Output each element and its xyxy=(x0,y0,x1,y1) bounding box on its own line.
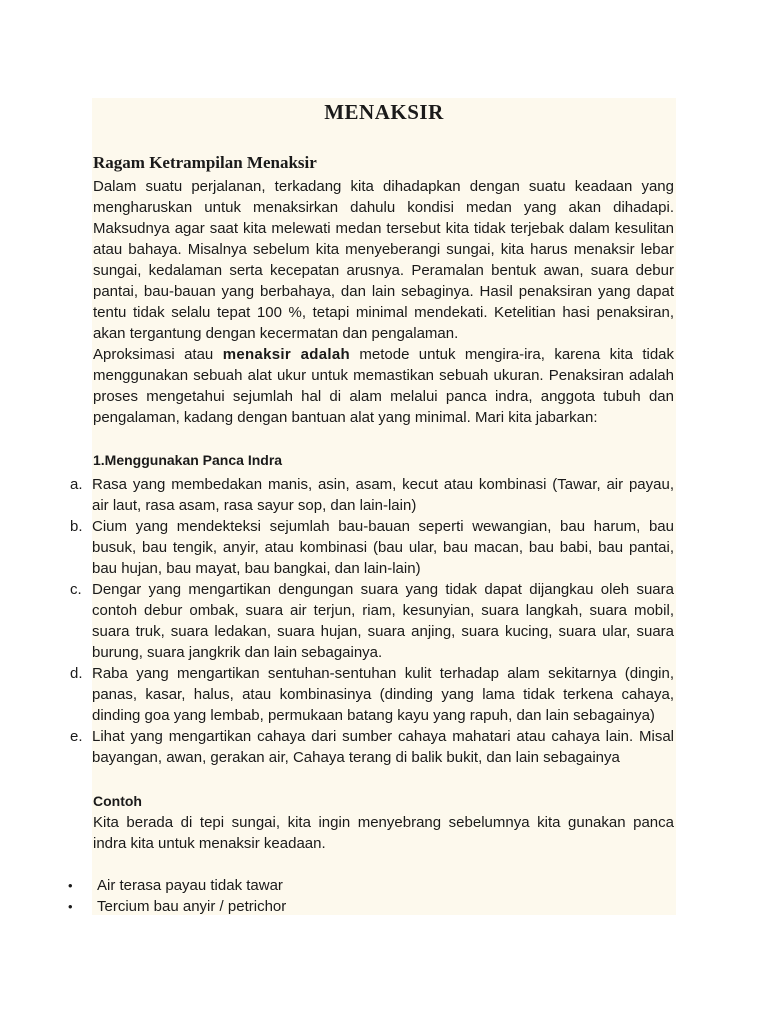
list-item xyxy=(66,875,674,896)
list-item-text: Tercium bau anyir / petrichor xyxy=(97,898,287,915)
list-marker: c. xyxy=(70,581,82,598)
list-marker: b. xyxy=(70,518,83,535)
definition-text-end: metode untuk mengira-ira, karena kita tidak menggunakan sebuah alat ukur untuk memastikan sebuah ukuran. Penaksiran adalah proses mengetahui sejumlah hal di alam melalui panca indra, anggota tubuh dan pengalaman, kadang dengan bantuan alat yang minimal. Mari kita jabarkan: xyxy=(93,346,675,426)
definition-text-start: Aproksimasi atau xyxy=(93,346,223,363)
panca-indra-heading: 1.Menggunakan Panca Indra xyxy=(93,452,283,468)
list-item xyxy=(70,474,674,516)
list-item-text: Lihat yang mengartikan cahaya dari sumber cahaya mahatari atau cahaya lain. Misal bayangan, awan, gerakan air, Cahaya terang di balik bukit, dan lain sebagainya xyxy=(92,728,674,766)
list-item-text: Cium yang mendekteksi sejumlah bau-bauan seperti wewangian, bau harum, bau busuk, bau tengik, anyir, atau kombinasi (bau ular, bau macan, bau babi, bau pantai, bau hujan, bau mayat, bau bangkai, dan lain-lain) xyxy=(92,518,674,577)
list-marker: a. xyxy=(70,476,83,493)
list-item xyxy=(70,516,674,579)
intro-paragraph: Dalam suatu perjalanan, terkadang kita dihadapkan dengan suatu keadaan yang mengharuskan untuk menaksirkan dahulu kondisi medan yang akan dihadapi. Maksudnya agar saat kita melewati medan tersebut kita tidak terjebak dalam kesulitan atau bahaya. Misalnya sebelum kita menyeberangi sungai, kita harus menaksir lebar sungai, kedalaman serta kecepatan arusnya. Peramalan bentuk awan, suara debur pantai, bau-bauan yang berbahaya, dan lain sebaginya. Hasil penaksiran yang dapat tentu tidak selalu tepat 100 %, tetapi minimal mendekati. Ketelitian hasi penaksiran, akan tergantung dengan kecermatan dan pengalaman. xyxy=(93,178,674,342)
list-item xyxy=(70,579,674,663)
bullet-icon: • xyxy=(68,899,73,914)
list-item xyxy=(70,663,674,726)
list-item-text: Dengar yang mengartikan dengungan suara yang tidak dapat dijangkau oleh suara contoh debur ombak, suara air terjun, riam, kesunyian, suara langkah, suara mobil, suara truk, suara ledakan, suara hujan, suara anjing, suara kucing, suara ular, suara burung, suara jangkrik dan lain sebagainya. xyxy=(92,581,674,661)
example-paragraph: Kita berada di tepi sungai, kita ingin menyebrang sebelumnya kita gunakan panca indra kita untuk menaksir keadaan. xyxy=(93,814,674,852)
list-item xyxy=(70,726,674,768)
bullet-icon: • xyxy=(68,878,73,893)
definition-paragraph xyxy=(93,344,674,428)
list-item xyxy=(66,896,674,917)
definition-bold-term: menaksir adalah xyxy=(222,346,350,363)
example-heading: Contoh xyxy=(93,793,142,809)
list-marker: d. xyxy=(70,665,83,682)
list-item-text: Air terasa payau tidak tawar xyxy=(97,877,283,894)
example-bullet-list xyxy=(66,875,674,917)
list-item-text: Raba yang mengartikan sentuhan-sentuhan kulit terhadap alam sekitarnya (dingin, panas, kasar, halus, atau kombinasinya (dinding yang lama tidak terkena cahaya, dinding goa yang lembab, permukaan batang kayu yang rapuh, dan lain sebagainya) xyxy=(92,665,674,724)
document-title: MENAKSIR xyxy=(324,100,444,124)
list-marker: e. xyxy=(70,728,83,745)
list-item-text: Rasa yang membedakan manis, asin, asam, kecut atau kombinasi (Tawar, air payau, air laut, rasa asam, rasa sayur sop, dan lain-lain) xyxy=(92,476,674,514)
section-subtitle: Ragam Ketrampilan Menaksir xyxy=(93,153,317,172)
senses-list xyxy=(70,474,674,768)
